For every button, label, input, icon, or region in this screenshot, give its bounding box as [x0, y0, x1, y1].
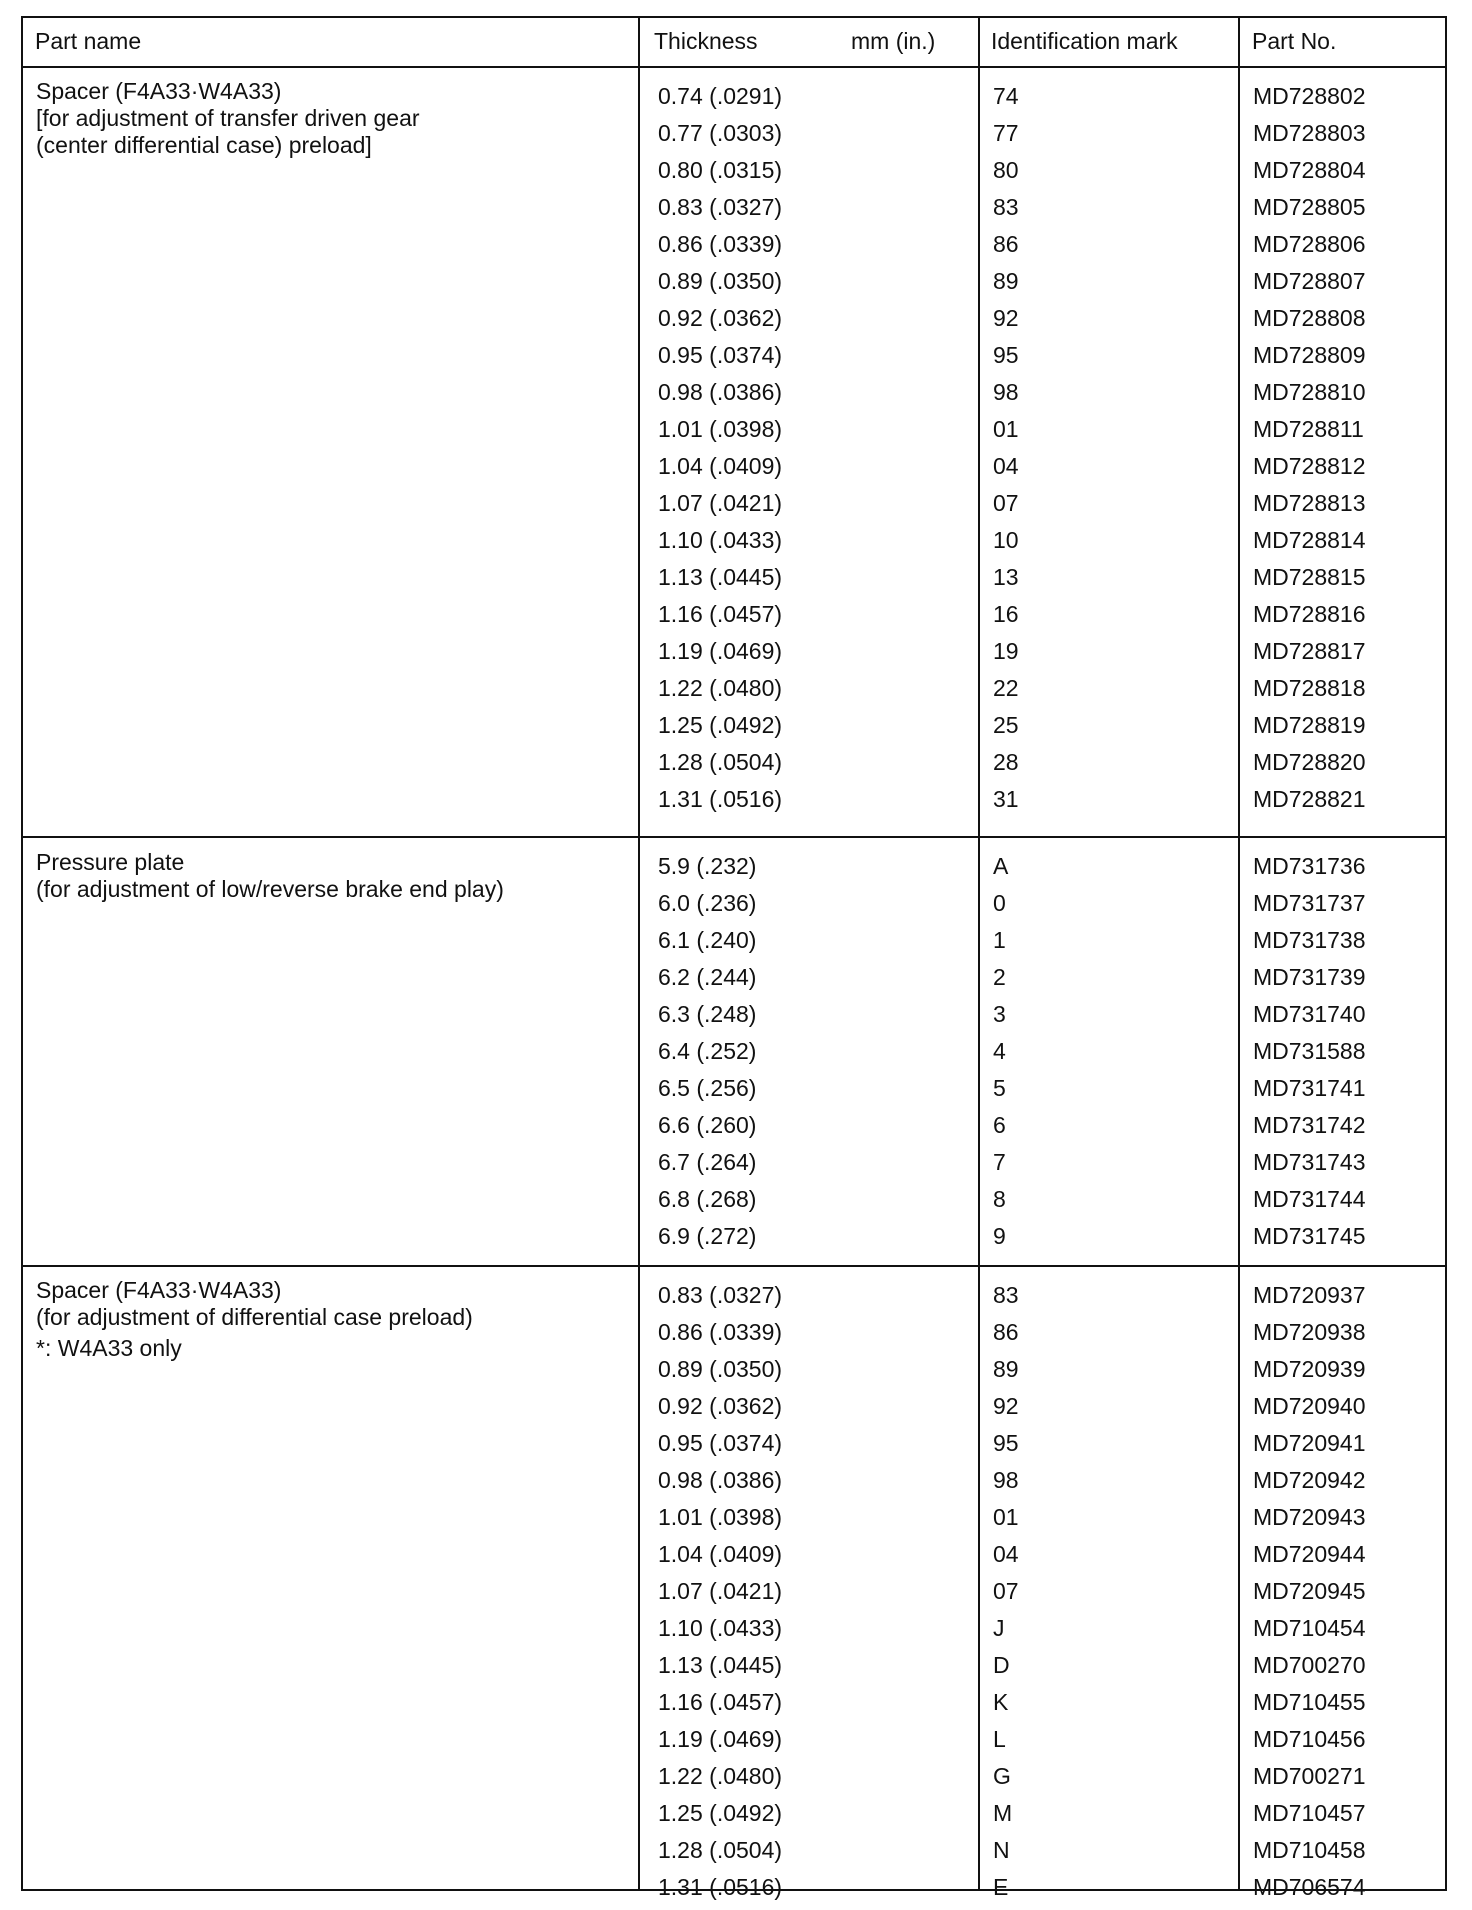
part-name-line: Spacer (F4A33·W4A33) [36, 1277, 282, 1303]
thickness-cell: 1.04 (.0409) [658, 453, 783, 479]
thickness-cell: 1.25 (.0492) [658, 712, 783, 738]
part-no-cell: MD720945 [1253, 1578, 1366, 1604]
table-row [23, 744, 1445, 781]
part-no-cell: MD728804 [1253, 157, 1366, 183]
table-row [23, 1721, 1445, 1758]
row-group [23, 78, 1445, 818]
table-row [23, 1277, 1445, 1314]
identification-mark-cell: 22 [993, 675, 1019, 701]
part-name-note: *: W4A33 only [36, 1335, 182, 1361]
thickness-cell: 0.98 (.0386) [658, 379, 783, 405]
identification-mark-cell: 86 [993, 231, 1019, 257]
identification-mark-cell: K [993, 1689, 1009, 1715]
thickness-cell: 6.3 (.248) [658, 1001, 757, 1027]
thickness-cell: 6.1 (.240) [658, 927, 757, 953]
table-row [23, 1218, 1445, 1255]
table-row [23, 226, 1445, 263]
identification-mark-cell: D [993, 1652, 1010, 1678]
table-row [23, 337, 1445, 374]
table-row [23, 1610, 1445, 1647]
identification-mark-cell: 9 [993, 1223, 1006, 1249]
part-no-cell: MD720937 [1253, 1282, 1366, 1308]
identification-mark-cell: 89 [993, 268, 1019, 294]
thickness-cell: 6.7 (.264) [658, 1149, 757, 1175]
thickness-cell: 0.92 (.0362) [658, 305, 783, 331]
part-no-cell: MD720944 [1253, 1541, 1366, 1567]
thickness-cell: 1.28 (.0504) [658, 1837, 783, 1863]
identification-mark-cell: 95 [993, 1430, 1019, 1456]
thickness-cell: 1.10 (.0433) [658, 1615, 783, 1641]
thickness-cell: 0.95 (.0374) [658, 1430, 783, 1456]
identification-mark-cell: 04 [993, 453, 1019, 479]
identification-mark-cell: 77 [993, 120, 1019, 146]
thickness-cell: 1.31 (.0516) [658, 1874, 783, 1900]
table-row [23, 485, 1445, 522]
part-no-cell: MD728810 [1253, 379, 1366, 405]
thickness-cell: 6.0 (.236) [658, 890, 757, 916]
part-no-cell: MD728811 [1253, 416, 1364, 442]
part-no-cell: MD731736 [1253, 853, 1366, 879]
thickness-cell: 1.22 (.0480) [658, 675, 783, 701]
part-no-cell: MD720943 [1253, 1504, 1366, 1530]
thickness-cell: 1.16 (.0457) [658, 601, 783, 627]
identification-mark-cell: 7 [993, 1149, 1006, 1175]
part-no-cell: MD728802 [1253, 83, 1366, 109]
table-row [23, 1070, 1445, 1107]
part-no-cell: MD731588 [1253, 1038, 1366, 1064]
thickness-cell: 1.19 (.0469) [658, 638, 783, 664]
table-row [23, 1181, 1445, 1218]
table-row [23, 1869, 1445, 1906]
thickness-cell: 6.9 (.272) [658, 1223, 757, 1249]
identification-mark-cell: 92 [993, 305, 1019, 331]
thickness-cell: 0.83 (.0327) [658, 1282, 783, 1308]
part-no-cell: MD706574 [1253, 1874, 1366, 1900]
table-row [23, 707, 1445, 744]
identification-mark-cell: L [993, 1726, 1006, 1752]
table-row [23, 263, 1445, 300]
identification-mark-cell: 0 [993, 890, 1006, 916]
part-no-cell: MD728817 [1253, 638, 1366, 664]
part-no-cell: MD720940 [1253, 1393, 1366, 1419]
thickness-cell: 0.80 (.0315) [658, 157, 783, 183]
table-row [23, 300, 1445, 337]
table-row [23, 885, 1445, 922]
thickness-cell: 6.6 (.260) [658, 1112, 757, 1138]
table-row [23, 1107, 1445, 1144]
part-no-cell: MD731740 [1253, 1001, 1366, 1027]
part-no-cell: MD720939 [1253, 1356, 1366, 1382]
identification-mark-cell: 6 [993, 1112, 1006, 1138]
thickness-cell: 0.83 (.0327) [658, 194, 783, 220]
thickness-cell: 1.31 (.0516) [658, 786, 783, 812]
thickness-cell: 1.13 (.0445) [658, 564, 783, 590]
part-name-line: (for adjustment of low/reverse brake end play) [36, 876, 504, 902]
identification-mark-cell: J [993, 1615, 1005, 1641]
table-row [23, 1314, 1445, 1351]
identification-mark-cell: E [993, 1874, 1009, 1900]
part-no-cell: MD728819 [1253, 712, 1366, 738]
identification-mark-cell: 4 [993, 1038, 1006, 1064]
identification-mark-cell: 25 [993, 712, 1019, 738]
table-row [23, 1351, 1445, 1388]
part-no-cell: MD720938 [1253, 1319, 1366, 1345]
table-row [23, 922, 1445, 959]
part-no-cell: MD731739 [1253, 964, 1366, 990]
thickness-cell: 0.77 (.0303) [658, 120, 783, 146]
part-no-cell: MD728807 [1253, 268, 1366, 294]
table-row [23, 1425, 1445, 1462]
part-name-line: (for adjustment of differential case preload) [36, 1304, 473, 1330]
identification-mark-cell: 13 [993, 564, 1019, 590]
part-no-cell: MD731738 [1253, 927, 1366, 953]
thickness-cell: 0.89 (.0350) [658, 268, 783, 294]
thickness-cell: 0.92 (.0362) [658, 1393, 783, 1419]
table-row [23, 115, 1445, 152]
identification-mark-cell: 10 [993, 527, 1019, 553]
part-no-cell: MD720942 [1253, 1467, 1366, 1493]
header-part-no: Part No. [1252, 28, 1337, 54]
thickness-cell: 1.25 (.0492) [658, 1800, 783, 1826]
thickness-cell: 1.19 (.0469) [658, 1726, 783, 1752]
header-thickness: Thickness [654, 28, 758, 54]
thickness-cell: 6.2 (.244) [658, 964, 757, 990]
identification-mark-cell: 19 [993, 638, 1019, 664]
table-row [23, 848, 1445, 885]
identification-mark-cell: A [993, 853, 1009, 879]
table-row [23, 1647, 1445, 1684]
table-row [23, 374, 1445, 411]
identification-mark-cell: 98 [993, 1467, 1019, 1493]
identification-mark-cell: 16 [993, 601, 1019, 627]
identification-mark-cell: 83 [993, 194, 1019, 220]
header-part-name: Part name [35, 28, 142, 54]
part-name-line: [for adjustment of transfer driven gear [36, 105, 420, 131]
part-name-line: (center differential case) preload] [36, 132, 372, 158]
thickness-cell: 0.86 (.0339) [658, 231, 783, 257]
part-no-cell: MD731741 [1253, 1075, 1366, 1101]
row-group [23, 848, 1445, 1255]
part-no-cell: MD728821 [1253, 786, 1366, 812]
thickness-cell: 0.89 (.0350) [658, 1356, 783, 1382]
table-row [23, 189, 1445, 226]
part-no-cell: MD720941 [1253, 1430, 1366, 1456]
identification-mark-cell: 04 [993, 1541, 1019, 1567]
identification-mark-cell: 83 [993, 1282, 1019, 1308]
part-no-cell: MD710454 [1253, 1615, 1366, 1641]
part-no-cell: MD728809 [1253, 342, 1366, 368]
part-name-line: Pressure plate [36, 849, 185, 875]
section-spacer-differential [23, 1267, 1445, 1900]
table-row [23, 78, 1445, 115]
identification-mark-cell: 86 [993, 1319, 1019, 1345]
part-no-cell: MD700270 [1253, 1652, 1366, 1678]
table-row [23, 411, 1445, 448]
thickness-cell: 6.8 (.268) [658, 1186, 757, 1212]
thickness-cell: 1.22 (.0480) [658, 1763, 783, 1789]
part-no-cell: MD710457 [1253, 1800, 1366, 1826]
identification-mark-cell: 01 [993, 416, 1019, 442]
part-no-cell: MD728820 [1253, 749, 1366, 775]
part-no-cell: MD728815 [1253, 564, 1366, 590]
table-row [23, 1536, 1445, 1573]
thickness-cell: 1.10 (.0433) [658, 527, 783, 553]
table-row [23, 596, 1445, 633]
part-no-cell: MD728814 [1253, 527, 1366, 553]
table-row [23, 1144, 1445, 1181]
thickness-cell: 5.9 (.232) [658, 853, 757, 879]
identification-mark-cell: 5 [993, 1075, 1006, 1101]
thickness-cell: 1.13 (.0445) [658, 1652, 783, 1678]
part-no-cell: MD731744 [1253, 1186, 1366, 1212]
part-no-cell: MD710458 [1253, 1837, 1366, 1863]
part-no-cell: MD728813 [1253, 490, 1366, 516]
part-no-cell: MD728803 [1253, 120, 1366, 146]
part-no-cell: MD710455 [1253, 1689, 1366, 1715]
identification-mark-cell: 92 [993, 1393, 1019, 1419]
identification-mark-cell: 07 [993, 490, 1019, 516]
table-row [23, 781, 1445, 818]
table-row [23, 1758, 1445, 1795]
thickness-cell: 1.28 (.0504) [658, 749, 783, 775]
identification-mark-cell: N [993, 1837, 1010, 1863]
thickness-cell: 6.4 (.252) [658, 1038, 757, 1064]
part-no-cell: MD700271 [1253, 1763, 1366, 1789]
part-no-cell: MD710456 [1253, 1726, 1366, 1752]
table-row [23, 996, 1445, 1033]
table-row [23, 522, 1445, 559]
identification-mark-cell: 98 [993, 379, 1019, 405]
identification-mark-cell: 07 [993, 1578, 1019, 1604]
identification-mark-cell: 28 [993, 749, 1019, 775]
thickness-cell: 1.04 (.0409) [658, 1541, 783, 1567]
thickness-cell: 1.01 (.0398) [658, 1504, 783, 1530]
part-no-cell: MD731745 [1253, 1223, 1366, 1249]
thickness-cell: 1.07 (.0421) [658, 1578, 783, 1604]
table-row [23, 1795, 1445, 1832]
part-no-cell: MD731743 [1253, 1149, 1366, 1175]
part-no-cell: MD731737 [1253, 890, 1366, 916]
table-row [23, 1462, 1445, 1499]
section-spacer-transfer-gear [23, 68, 1445, 836]
part-no-cell: MD728806 [1253, 231, 1366, 257]
identification-mark-cell: 1 [993, 927, 1006, 953]
table-row [23, 1573, 1445, 1610]
table-row [23, 1033, 1445, 1070]
part-no-cell: MD728818 [1253, 675, 1366, 701]
thickness-cell: 1.01 (.0398) [658, 416, 783, 442]
identification-mark-cell: 31 [993, 786, 1019, 812]
identification-mark-cell: 8 [993, 1186, 1006, 1212]
thickness-cell: 0.74 (.0291) [658, 83, 783, 109]
part-no-cell: MD728805 [1253, 194, 1366, 220]
part-no-cell: MD728816 [1253, 601, 1366, 627]
table-row [23, 633, 1445, 670]
identification-mark-cell: 80 [993, 157, 1019, 183]
table-row [23, 448, 1445, 485]
table-row [23, 1388, 1445, 1425]
part-no-cell: MD731742 [1253, 1112, 1366, 1138]
identification-mark-cell: 2 [993, 964, 1006, 990]
thickness-cell: 1.16 (.0457) [658, 1689, 783, 1715]
identification-mark-cell: 74 [993, 83, 1019, 109]
part-no-cell: MD728812 [1253, 453, 1366, 479]
table-row [23, 559, 1445, 596]
thickness-cell: 1.07 (.0421) [658, 490, 783, 516]
table-row [23, 670, 1445, 707]
identification-mark-cell: 3 [993, 1001, 1006, 1027]
thickness-cell: 6.5 (.256) [658, 1075, 757, 1101]
header-identification-mark: Identification mark [991, 28, 1178, 54]
header-thickness-unit: mm (in.) [851, 28, 936, 54]
table-row [23, 152, 1445, 189]
identification-mark-cell: 01 [993, 1504, 1019, 1530]
identification-mark-cell: M [993, 1800, 1013, 1826]
row-group [23, 1277, 1445, 1906]
section-pressure-plate [23, 838, 1445, 1265]
table-row [23, 959, 1445, 996]
part-no-cell: MD728808 [1253, 305, 1366, 331]
thickness-cell: 0.98 (.0386) [658, 1467, 783, 1493]
parts-table [21, 16, 1447, 1900]
thickness-cell: 0.86 (.0339) [658, 1319, 783, 1345]
identification-mark-cell: 95 [993, 342, 1019, 368]
identification-mark-cell: G [993, 1763, 1011, 1789]
part-name-line: Spacer (F4A33·W4A33) [36, 78, 282, 104]
identification-mark-cell: 89 [993, 1356, 1019, 1382]
table-row [23, 1832, 1445, 1869]
table-row [23, 1684, 1445, 1721]
thickness-cell: 0.95 (.0374) [658, 342, 783, 368]
table-row [23, 1499, 1445, 1536]
